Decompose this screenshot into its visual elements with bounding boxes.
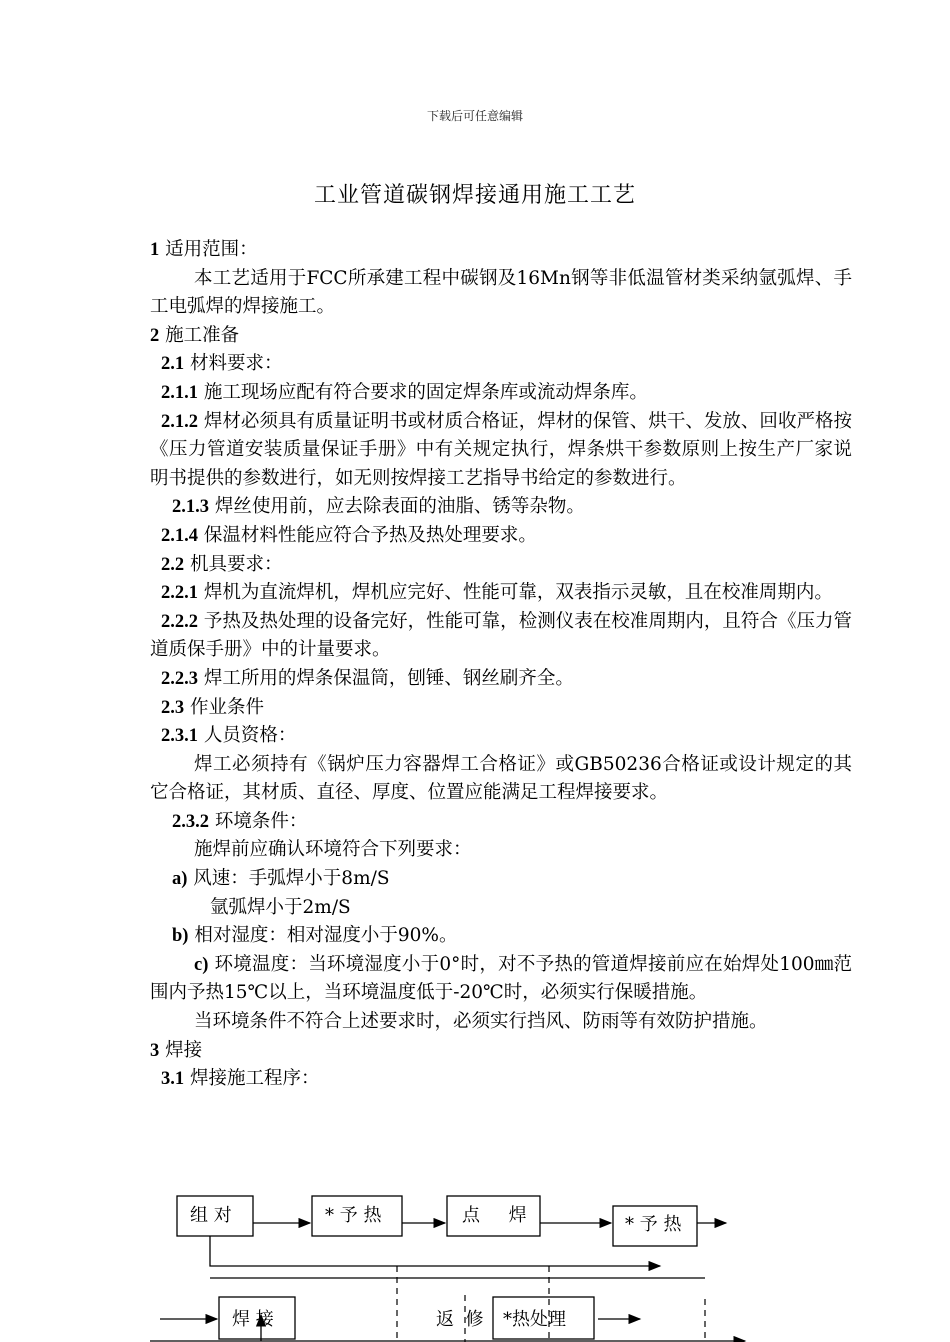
- document-title: 工业管道碳钢焊接通用施工工艺: [313, 183, 636, 208]
- welding-flow-diagram: [0, 1175, 950, 1342]
- section-2-2-3: 2.2.3 焊工所用的焊条保温筒，刨锤、钢丝刷齐全。: [161, 667, 574, 689]
- section-2-1-2: 2.1.2 焊材必须具有质量证明书或材质合格证，焊材的保管、烘干、发放、回收严格按《压力管道安装质量保证手册》中有关规定执行，焊条烘干参数原则上按生产厂家说明书提供的参数进行，如无则按焊接工艺指导书给定的参数进行。: [150, 410, 852, 489]
- section-1: 1 适用范围：: [150, 239, 258, 260]
- section-2-1: 2.1 材料要求：: [161, 353, 283, 375]
- box-welding-label: 焊 接: [232, 1309, 274, 1330]
- paragraph-scope: 本工艺适用于FCC所承建工程中碳钢及16Mn钢等非低温管材类采纳氩弧焊、手工电弧焊的焊接施工。: [150, 267, 852, 318]
- paragraph-env-protect: 当环境条件不符合上述要求时，必须实行挡风、防雨等有效防护措施。: [194, 1011, 768, 1033]
- box-heat-treatment-label: *热处理: [503, 1309, 566, 1330]
- section-2-2-1: 2.2.1 焊机为直流焊机，焊机应完好、性能可靠，双表指示灵敏，且在校准周期内。: [161, 582, 833, 604]
- box-assembly-label: 组 对: [190, 1205, 232, 1226]
- section-2-1-1: 2.1.1 施工现场应配有符合要求的固定焊条库或流动焊条库。: [161, 381, 648, 403]
- item-a-cont: 氩弧焊小于2m/S: [210, 896, 351, 918]
- section-2-2-2: 2.2.2 予热及热处理的设备完好，性能可靠，检测仪表在校准周期内，且符合《压力管道质保手册》中的计量要求。: [150, 610, 852, 661]
- section-2-1-4: 2.1.4 保温材料性能应符合予热及热处理要求。: [161, 524, 537, 546]
- bypass-line: [210, 1236, 660, 1266]
- section-2: 2 施工准备: [150, 324, 240, 346]
- paragraph-env-intro: 施焊前应确认环境符合下列要求：: [194, 839, 472, 861]
- section-3-1: 3.1 焊接施工程序：: [161, 1068, 320, 1090]
- box-tack-weld-label: 点 焊: [462, 1205, 527, 1226]
- document-body: [150, 236, 852, 1094]
- section-2-3-2: 2.3.2 环境条件：: [172, 810, 308, 832]
- section-2-2: 2.2 机具要求：: [161, 553, 283, 575]
- section-3: 3 焊接: [150, 1039, 203, 1061]
- section-2-3: 2.3 作业条件: [161, 696, 265, 718]
- item-a: a) 风速：手弧焊小于8m/S: [172, 868, 390, 890]
- section-2-1-3: 2.1.3 焊丝使用前，应去除表面的油脂、锈等杂物。: [172, 496, 585, 518]
- item-c: c) 环境温度：当环境湿度小于0°时，对不予热的管道焊接前应在始焊处100㎜范围内予热15℃以上，当环境温度低于-20℃时，必须实行保暖措施。: [150, 953, 852, 1004]
- page-header: 下载后可任意编辑: [426, 109, 523, 123]
- rework-label: 返 修: [436, 1309, 484, 1330]
- box-preheat-2-label: * 予 热: [625, 1214, 682, 1235]
- paragraph-qualification: 焊工必须持有《锅炉压力容器焊工合格证》或GB50236合格证或设计规定的其它合格证，其材质、直径、厚度、位置应能满足工程焊接要求。: [150, 753, 852, 804]
- item-b: b) 相对湿度：相对湿度小于90%。: [172, 925, 458, 947]
- section-2-3-1: 2.3.1 人员资格：: [161, 725, 297, 747]
- box-preheat-1-label: * 予 热: [325, 1205, 382, 1226]
